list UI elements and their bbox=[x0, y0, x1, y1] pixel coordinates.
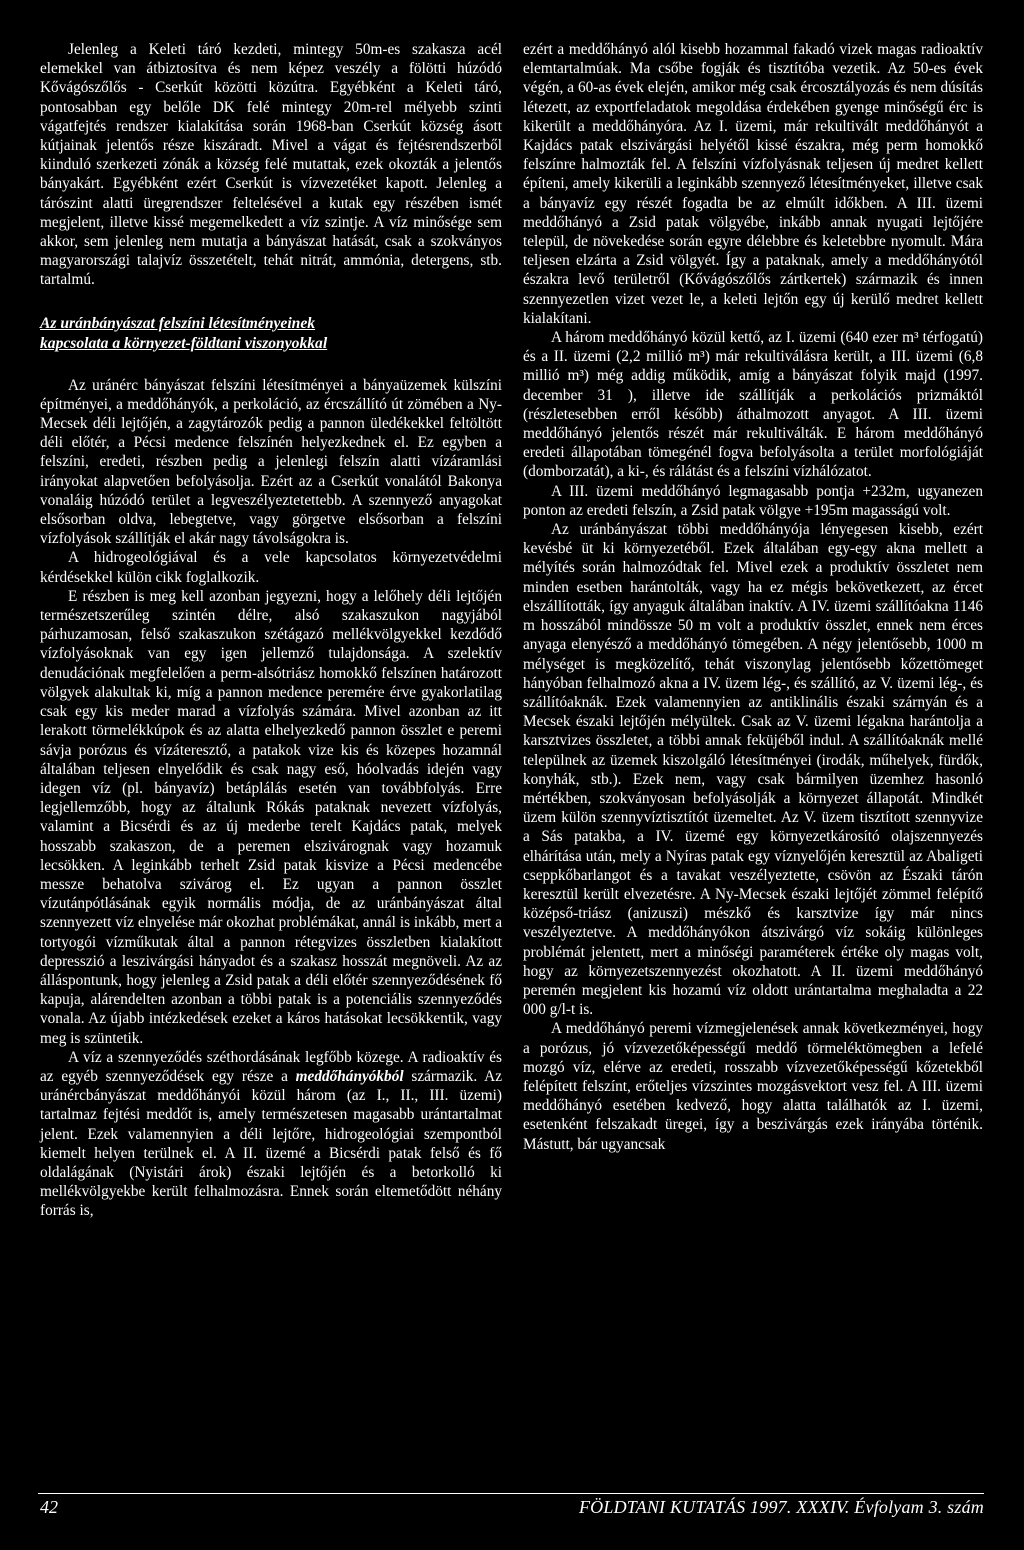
paragraph: Jelenleg a Keleti táró kezdeti, mintegy 50m-es szakasza acél elemekkel van átbiztosítva és nem képez veszély a fölötti húzódó Kővágószőlős - Cserkút közötti közútra. Egyébként a Keleti táró, pontosabban egy belőle DK felé mintegy 20m-rel mélyebb szinti vágatfejtés rendszer kialakítása során 1968-ban Cserkút község ásott kútjainak jelentős része kiszáradt. Mivel a vágat és fejtésrendszerből kiinduló szerkezeti zónák a község felé mutattak, ezek okozták a jelentős bányakárt. Egyébként ezért Cserkút is vízvezetéket kapott. Jelenleg a tárószint alatti üregrendszer feltelésével a kutak egy részében ismét megjelent, illetve kissé megemelkedett a víz szintje. A víz minősége sem akkor, sem jelenleg nem mutatja a bányászat hatását, csak a szokványos magyarországi talajvíz összetételt, tehát nitrát, ammónia, detergens, stb. tartalmú. bbox=[40, 41, 502, 289]
paragraph: E részben is meg kell azonban jegyezni, hogy a lelőhely déli lejtőjén természetszerűleg szintén délre, alsó szakaszukon nagyjából párhuzamosan, felső szakaszukon szétágazó mellékvölgyekkel kezdődő vízfolyásoknak van egy igen jellemző tulajdonsága. A szelektív denudációnak megfelelően a perm-alsótriász homokkő felszínen határozott völgyek alakultak ki, míg a pannon medence peremére érve gyakorlatilag csak egy kis meder marad a vízfolyás számára. Mivel azonban az itt lerakott törmelékkúpok és az alatta elhelyezkedő pannon összlet e peremi sávja porózus és vízáteresztő, a patakok vize kis és közepes hozamnál általában teljesen elnyelődik és csak nagy eső, hóolvadás idején vagy idegen víz (pl. bányavíz) betáplálás esetén van továbbfolyás. Erre legjellemzőbb, hogy az általunk Rókás pataknak nevezett vízfolyás, valamint a Bicsérdi és az új mederbe terelt Kajdács patak, melyek hosszabb szakaszon, de a peremen elszivárognak vagy hozamuk lecsökken. A leginkább terhelt Zsid patak kisvize a Pécsi medencébe messze behatolva szivárog el. Ez ugyan a pannon összlet vízutánpótlásának egyik normális módja, de az uránbányászat által szennyezett víz elnyelése már okozhat problémákat, annál is inkább, mert a tortyogói vízműkutak által a pannon rétegvizes összletben kialakított depresszió a leszivárgási hányadot és a szakasz hosszát megnöveli. Az az álláspontunk, hogy jelenleg a Zsid patak a déli előtér szennyeződésének fő kapuja, alárendelten azonban a többi patak is a potenciális szennyeződés vonala. Az újabb intézkedések ezeket a káros hatásokat lecsökkentik, vagy meg is szüntetik. bbox=[40, 587, 502, 1047]
section-heading bbox=[40, 314, 502, 354]
paragraph: ezért a meddőhányó alól kisebb hozammal fakadó vizek magas radioaktív elemtartalmúak. Ma csőbe fogják és tisztítóba vezetik. Az 50-es évek végén, a 60-as évek elején, amikor még csak ércosztályozás és nem dúsítás létezett, az exportfeladatok megoldása érdekében gyenge minőségű érc is kikerült a meddőhányóra. Az I. üzemi, már rekultivált meddőhányót a Kajdács patak elszivárgási helyétől kissé északra, még perm homokkő felszínre halmozták fel. A felszíni vízfolyásnak teljesen új medret kellett építeni, amely kikerüli a leginkább szennyező létesítményeket, illetve csak a bányavíz egy részét fogadta be az elmúlt időkben. A III. üzemi meddőhányó a Zsid patak völgyébe, inkább annak nyugati lejtőjére települ, de növekedése során egyre délebbre és keletebbre nyomult. Mára teljesen elzárta a Zsid völgyét. Így a pataknak, amely a meddőhányótól északra levő területről (Kővágószőlős zártkertek) származik és innen szennyezetlen vizet vezet le, a keleti lejtőn egy új kerülő medret kellett kialakítani. bbox=[523, 41, 983, 327]
footer-rule bbox=[38, 1493, 984, 1494]
paragraph: A III. üzemi meddőhányó legmagasabb pontja +232m, ugyanezen ponton az eredeti felszín, a Zsid patak völgye +195m magasságú volt. bbox=[523, 482, 983, 519]
paragraph: A három meddőhányó közül kettő, az I. üzemi (640 ezer m³ térfogatú) és a II. üzemi (2,2 millió m³) már rekultiválásra került, a III. üzemi (6,8 millió m³) még addig működik, amíg a bányászat folyik majd (1997. december 31 ), illetve ide szállítják a perkolációs prizmáktól (részletesebben erről később) áthalmozott anyagot. A III. üzemi meddőhányó jelentős részét már rekultiválták. E három meddőhányó eredeti állapotában tömegénél fogva befolyásolta a terület morfológiáját (domborzatát), a ki-, és rálátást és a felszíni vízhálózatot. bbox=[523, 329, 983, 481]
emphasized-term: meddőhányókból bbox=[295, 1067, 404, 1085]
journal-citation: FÖLDTANI KUTATÁS 1997. XXXIV. Évfolyam 3. szám bbox=[578, 1497, 984, 1517]
section-heading-line: kapcsolata a környezet-földtani viszonyokkal bbox=[40, 334, 328, 352]
paragraph: A meddőhányó peremi vízmegjelenések annak következményei, hogy a porózus, jó vízvezetőképességű meddő törmeléktömegben a lefelé mozgó víz, elérve az eredeti, rosszabb vízvezetőképességű kőzetekből felépített felszínt, erőteljes vízszintes mozgásvektort vesz fel. A III. üzemi meddőhányó esetében kedvező, hogy alatta találhatók az I. üzemi, esetenként felszakadt üregei, így a beszivárgás ezek irányába történik. Mástutt, bár ugyancsak bbox=[523, 1020, 983, 1153]
paragraph-text: A víz a szennyeződés széthordásának legfőbb közege. A radioaktív és az egyéb szennyeződések egy része a bbox=[40, 1048, 502, 1085]
right-column bbox=[523, 40, 983, 1154]
paragraph bbox=[40, 1048, 502, 1221]
paragraph: Az uránérc bányászat felszíni létesítményei a bányaüzemek külszíni építményei, a meddőhányók, a perkoláció, az ércszállító út zömében a Ny-Mecsek déli lejtőjén, a zagytározók pedig a pannon üledékekkel feltöltött déli előtér, a Pécsi medence felszínén helyezkednek el. Ez egyben a felszíni, eredeti, részben pedig a jelenlegi felszín alatti vízáramlási irányokat alapvetően befolyásolja. Ezért az a Cserkút vonalától Bakonya vonaláig húzódó terület a legveszélyeztetettebb. A szennyező anyagokat elsősorban oldva, lebegtetve, vagy görgetve elsősorban a felszíni vízfolyások szállítják el akár nagy távolságokra is. bbox=[40, 376, 502, 548]
paragraph: Az uránbányászat többi meddőhányója lényegesen kisebb, ezért kevésbé üt ki környezetéből. Ezek általában egy-egy akna mellett a mélyítés során halmozódtak fel. Mivel ezek a produktív összletet nem minden esetben harántolták, vagy ha ez mégis bekövetkezett, az ércet elszállították, így anyaguk általában inaktív. A IV. üzemi szállítóakna 1146 m hosszából mindössze 50 m volt a produktív összlet, ennek nem érces anyaga elenyésző a meddőhányó tömegében. A négy jelentősebb, 1000 m mélységet is megközelítő, tehát viszonylag jelentősebb kőzettömeget hányóban felhalmozó akna a IV. üzem lég-, és szállító, az V. üzemi lég-, és szállítóaknák. Ezek valamennyien az antiklinális északi szárnyán és a Mecsek északi lejtőjén mélyültek. Csak az V. üzemi légakna harántolja a karsztvizes összletet, a többi annak feküjéből indul. A szállítóaknák mellé települnek az üzemek kiszolgáló létesítményei (irodák, műhelyek, fürdők, konyhák, stb.). Ezek nem, vagy csak bármilyen üzemhez hasonló mértékben, szokványosan befolyásolják a környezet állapotát. Mindkét üzem külön szennyvíztisztítót üzemeltet. Az V. üzem tisztított szennyvize a Sás patakba, a IV. üzemé egy környezetkárosító olajszennyezés elhárítása után, mely a Nyíras patak egy víznyelőjén keresztül az Abaligeti cseppkőbarlangot és a tavakat veszélyeztette, csövön az Északi tárón keresztül került elvezetésre. A Ny-Mecsek északi lejtőjét zömmel felépítő középső-triász (anizuszi) mészkő és karsztvize így már nincs veszélyeztetve. A meddőhányókon átszivárgó víz sokáig különleges problémát jelentett, mert a minőségi paraméterek értéke oly magas volt, hogy az környezetszennyezést okozhatott. A II. üzemi meddőhányó peremén megjelent kis hozamú víz oldott urántartalma meghaladta a 22 000 g/l-t is. bbox=[523, 521, 983, 1019]
page-number: 42 bbox=[40, 1497, 58, 1517]
paragraph: A hidrogeológiával és a vele kapcsolatos környezetvédelmi kérdésekkel külön cikk foglalkozik. bbox=[40, 549, 502, 586]
paragraph-text: származik. Az uránércbányászat meddőhányói közül három (az I., II., III. üzemi) tartalmaz fejtési meddőt is, amely természetesen magasabb urántartalmat jelent. Ezek valamennyien a déli lejtőre, hidrogeológiai szempontból kiemelt helyen terülnek el. A II. üzemé a Bicsérdi patak felső és fő oldalágának (Nyistári árok) északi lejtőjén és a betorkolló ki mellékvölgyekbe került felhalmozásra. Ennek során eltemetődött néhány forrás is, bbox=[40, 1067, 502, 1220]
section-heading-line: Az uránbányászat felszíni létesítményeinek bbox=[40, 314, 316, 332]
left-column bbox=[40, 40, 502, 1221]
